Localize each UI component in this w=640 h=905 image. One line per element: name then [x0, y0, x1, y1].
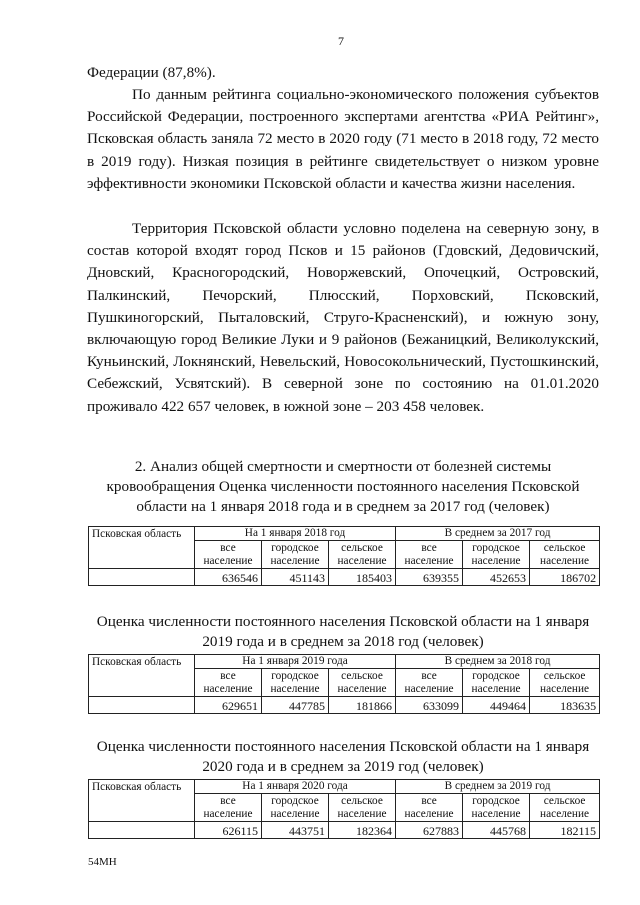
- col-header-all: все население: [396, 541, 463, 569]
- value-cell: 452653: [463, 569, 530, 586]
- table-caption-2019: Оценка численности постоянного населения Псковской области на 1 января 2019 года и в среднем за 2018 год (человек): [96, 613, 590, 650]
- col-header-rural: сельское население: [530, 669, 600, 697]
- paragraph-rating: [87, 84, 599, 195]
- value-cell: 181866: [329, 697, 396, 714]
- region-cell-empty: [89, 569, 195, 586]
- paragraph-rating-text: По данным рейтинга социально-экономического положения субъектов Российской Федерации, построенного экспертами агентства «РИА Рейтинг», Псковская область заняла 72 место в 2020 году (71 место в 2018 году, 72 место в 2019 году). Низкая позиция в рейтинге свидетельствует о низком уровне эффективности экономики Псковской области и качества жизни населения.: [87, 86, 599, 192]
- group-header-avg: В среднем за 2017 год: [396, 527, 600, 541]
- paragraph-territory-text: Территория Псковской области условно поделена на северную зону, в состав которой входят город Псков и 15 районов (Гдовский, Дедовичский, Дновский, Красногородский, Новоржевский, Опочецкий, Островский, Палкинский, Печорский, Плюсский, Порховский, Псковский, Пушкиногорский, Пыталовский, Струго-Красненский), и южную зону, включающую город Великие Луки и 9 районов (Бежаницкий, Великолукский, Куньинский, Локнянский, Невельский, Новосокольнический, Пустошкинский, Себежский, Усвятский). В северной зоне по состоянию на 01.01.2020 проживало 422 657 человек, в южной зоне – 203 458 человек.: [87, 220, 599, 415]
- value-cell: 629651: [195, 697, 262, 714]
- value-cell: 183635: [530, 697, 600, 714]
- col-header-urban: городское население: [262, 541, 329, 569]
- table-row: [89, 569, 600, 586]
- footer-code: 54МН: [88, 856, 117, 868]
- group-header-avg: В среднем за 2019 год: [396, 780, 600, 794]
- value-cell: 633099: [396, 697, 463, 714]
- table-row: [89, 697, 600, 714]
- value-cell: 451143: [262, 569, 329, 586]
- paragraph-continuation: Федерации (87,8%).: [87, 64, 216, 81]
- paragraph-territory: [87, 218, 599, 418]
- page-number: 7: [338, 34, 344, 48]
- value-cell: 639355: [396, 569, 463, 586]
- col-header-all: все население: [195, 541, 262, 569]
- value-cell: 627883: [396, 822, 463, 839]
- group-header-jan: На 1 января 2019 года: [195, 655, 396, 669]
- group-header-avg: В среднем за 2018 год: [396, 655, 600, 669]
- table-caption-2020: Оценка численности постоянного населения Псковской области на 1 января 2020 года и в среднем за 2019 год (человек): [96, 738, 590, 775]
- population-table-2020: [88, 779, 600, 839]
- col-header-urban: городское население: [463, 669, 530, 697]
- region-label: Псковская область: [89, 655, 195, 697]
- table-row: [89, 822, 600, 839]
- value-cell: 443751: [262, 822, 329, 839]
- col-header-all: все население: [195, 669, 262, 697]
- col-header-all: все население: [195, 794, 262, 822]
- col-header-rural: сельское население: [530, 794, 600, 822]
- population-table-2018: [88, 526, 600, 586]
- col-header-urban: городское население: [262, 794, 329, 822]
- value-cell: 182115: [530, 822, 600, 839]
- col-header-urban: городское население: [463, 541, 530, 569]
- region-cell-empty: [89, 697, 195, 714]
- value-cell: 447785: [262, 697, 329, 714]
- col-header-rural: сельское население: [329, 669, 396, 697]
- region-label: Псковская область: [89, 527, 195, 569]
- value-cell: 185403: [329, 569, 396, 586]
- population-table-2019: [88, 654, 600, 714]
- region-label: Псковская область: [89, 780, 195, 822]
- value-cell: 626115: [195, 822, 262, 839]
- col-header-all: все население: [396, 794, 463, 822]
- col-header-all: все население: [396, 669, 463, 697]
- value-cell: 186702: [530, 569, 600, 586]
- section-heading: 2. Анализ общей смертности и смертности от болезней системы кровообращения Оценка численности постоянного населения Псковской области на 1 января 2018 года и в среднем за 2017 год (человек): [106, 458, 580, 515]
- col-header-urban: городское население: [262, 669, 329, 697]
- col-header-urban: городское население: [463, 794, 530, 822]
- value-cell: 636546: [195, 569, 262, 586]
- value-cell: 445768: [463, 822, 530, 839]
- col-header-rural: сельское население: [329, 794, 396, 822]
- value-cell: 182364: [329, 822, 396, 839]
- region-cell-empty: [89, 822, 195, 839]
- group-header-jan: На 1 января 2020 года: [195, 780, 396, 794]
- group-header-jan: На 1 января 2018 год: [195, 527, 396, 541]
- col-header-rural: сельское население: [530, 541, 600, 569]
- value-cell: 449464: [463, 697, 530, 714]
- col-header-rural: сельское население: [329, 541, 396, 569]
